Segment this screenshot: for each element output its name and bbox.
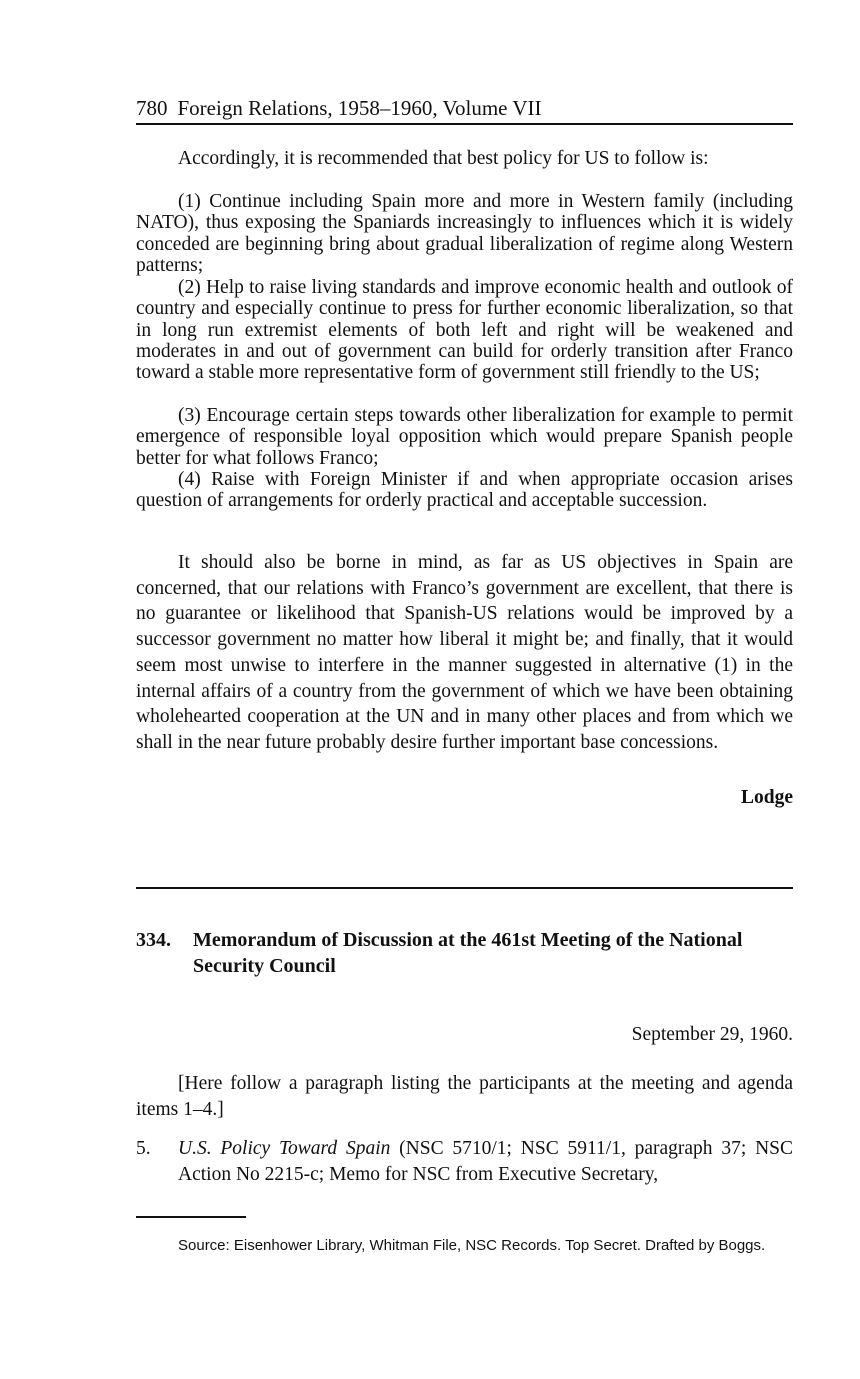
section-divider (136, 887, 793, 889)
recommendation-item-1: (1) Continue including Spain more and more in Western family (including NATO), thus exposing the Spaniards increasingly to influences which it is widely conceded are beginning bring about gradual liberalization of regime along Western patterns; (136, 191, 793, 276)
header-rule (136, 123, 793, 125)
source-footnote: Source: Eisenhower Library, Whitman File, NSC Records. Top Secret. Drafted by Boggs. (178, 1237, 766, 1254)
participants-note: [Here follow a paragraph listing the participants at the meeting and agenda items 1–4.] (136, 1073, 793, 1120)
document-date: September 29, 1960. (631, 1024, 793, 1045)
closing-paragraph: It should also be borne in mind, as far as US objectives in Spain are concerned, that our relations with Franco’s government are excellent, that there is no guarantee or likelihood that Spanish-US relations would be improved by a successor government no matter how liberal it might be; and finally, that it would seem most unwise to interfere in the manner suggested in alternative (1) in the internal affairs of a country from the government of which we have been obtaining wholehearted cooperation at the UN and in many other places and from which we shall in the near future probably desire further important base concessions. (136, 552, 793, 753)
document-number: 334. (136, 929, 171, 951)
recommendation-item-2: (2) Help to raise living standards and improve economic health and outlook of country and especially continue to press for further economic liberalization, so that in long run extremist elements of both left and right will be weakened and moderates in and out of government can build for orderly transition after Franco toward a stable more representative form of government still friendly to the US; (136, 277, 793, 384)
agenda-item-5 (136, 1136, 793, 1188)
signature: Lodge (740, 787, 793, 808)
recommendation-intro: Accordingly, it is recommended that best policy for US to follow is: (178, 148, 709, 169)
running-title: Foreign Relations, 1958–1960, Volume VII (177, 96, 542, 120)
recommendation-item-3: (3) Encourage certain steps towards other liberalization for example to permit emergence of responsible loyal opposition which would prepare Spanish people better for what follows Franco; (136, 405, 793, 469)
agenda-item-title: U.S. Policy Toward Spain (178, 1138, 391, 1159)
footnote-rule (136, 1216, 246, 1218)
document-title: Memorandum of Discussion at the 461st Meeting of the National Security Council (193, 929, 743, 977)
recommendation-item-4: (4) Raise with Foreign Minister if and when appropriate occasion arises question of arrangements for orderly practical and acceptable succession. (136, 469, 793, 512)
agenda-item-text: (NSC 5710/1; NSC 5911/1, paragraph 37; NSC Action No 2215-c; Memo for NSC from Executive Secretary, (178, 1138, 794, 1185)
agenda-item-body (178, 1136, 793, 1188)
page-number: 780 (136, 96, 168, 120)
agenda-item-number: 5. (136, 1138, 151, 1159)
document-heading (136, 927, 793, 979)
running-header (136, 94, 793, 122)
